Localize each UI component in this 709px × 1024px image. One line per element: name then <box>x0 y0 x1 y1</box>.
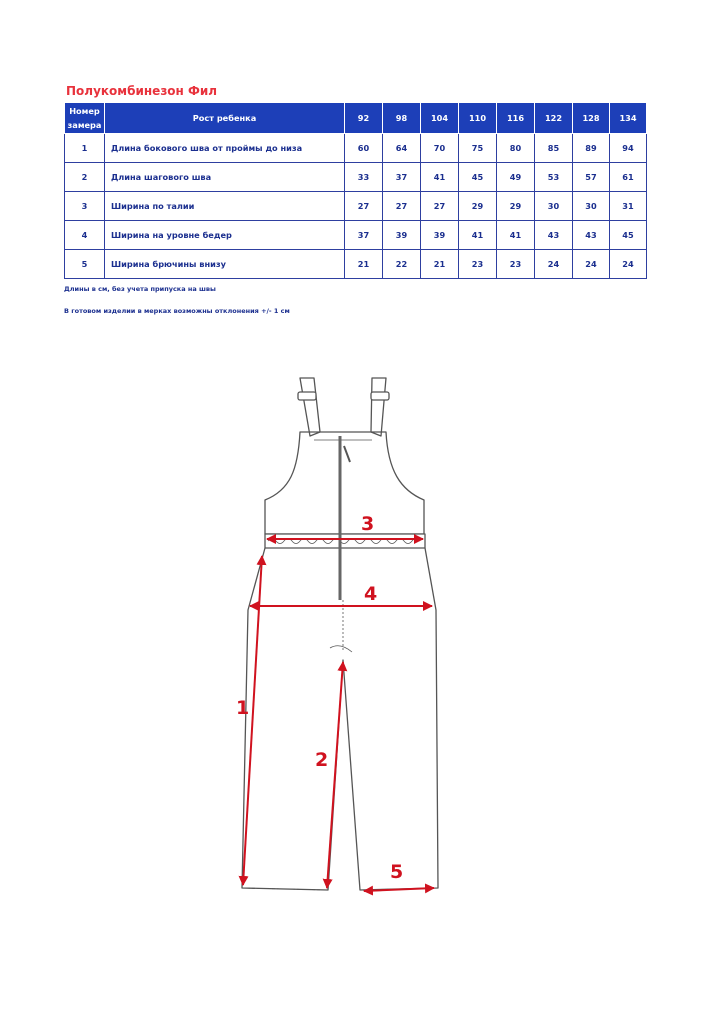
waistband <box>265 534 425 548</box>
table-cell: 30 <box>535 192 573 221</box>
measure-label-2: 2 <box>315 749 329 771</box>
table-cell: 21 <box>421 250 459 279</box>
units-note: Длины в см, без учета припуска на швы <box>64 285 216 293</box>
header-size: 134 <box>610 103 647 134</box>
table-cell: 21 <box>345 250 383 279</box>
measure-name: Длина шагового шва <box>105 163 345 192</box>
table-cell: 43 <box>535 221 573 250</box>
measure-number: 3 <box>65 192 105 221</box>
table-cell: 41 <box>421 163 459 192</box>
deviation-note: В готовом изделии в мерках возможны отклонения +/- 1 см <box>64 307 290 315</box>
measure-label-1: 1 <box>236 697 250 719</box>
table-cell: 31 <box>610 192 647 221</box>
measure-name: Ширина на уровне бедер <box>105 221 345 250</box>
right-strap <box>371 378 386 436</box>
table-cell: 64 <box>383 134 421 163</box>
header-size: 104 <box>421 103 459 134</box>
table-cell: 49 <box>497 163 535 192</box>
table-cell: 60 <box>345 134 383 163</box>
measure-number: 4 <box>65 221 105 250</box>
header-growth: Рост ребенка <box>105 103 345 134</box>
table-cell: 30 <box>573 192 610 221</box>
table-cell: 27 <box>383 192 421 221</box>
crotch-curve <box>330 646 352 652</box>
table-cell: 94 <box>610 134 647 163</box>
measure-name: Длина бокового шва от проймы до низа <box>105 134 345 163</box>
measure-number: 5 <box>65 250 105 279</box>
table-cell: 61 <box>610 163 647 192</box>
table-cell: 22 <box>383 250 421 279</box>
page-title: Полукомбинезон Фил <box>66 84 218 98</box>
measure-number: 2 <box>65 163 105 192</box>
table-cell: 45 <box>610 221 647 250</box>
table-cell: 70 <box>421 134 459 163</box>
right-buckle <box>371 392 389 400</box>
table-cell: 41 <box>497 221 535 250</box>
measure-line-2 <box>327 662 343 888</box>
table-cell: 27 <box>345 192 383 221</box>
header-size: 98 <box>383 103 421 134</box>
table-cell: 75 <box>459 134 497 163</box>
table-cell: 23 <box>459 250 497 279</box>
header-size: 128 <box>573 103 610 134</box>
header-number-line: Номер <box>69 106 100 116</box>
table-cell: 39 <box>383 221 421 250</box>
table-cell: 24 <box>573 250 610 279</box>
table-cell: 24 <box>535 250 573 279</box>
table-cell: 29 <box>459 192 497 221</box>
zipper-pull <box>344 446 350 462</box>
measure-label-4: 4 <box>364 583 378 605</box>
table-cell: 80 <box>497 134 535 163</box>
measure-label-5: 5 <box>390 861 404 883</box>
header-size: 122 <box>535 103 573 134</box>
table-cell: 45 <box>459 163 497 192</box>
table-cell: 23 <box>497 250 535 279</box>
table-cell: 24 <box>610 250 647 279</box>
table-cell: 37 <box>383 163 421 192</box>
left-buckle <box>298 392 316 400</box>
table-cell: 37 <box>345 221 383 250</box>
table-cell: 43 <box>573 221 610 250</box>
table-cell: 89 <box>573 134 610 163</box>
header-number-line: замера <box>67 120 102 130</box>
header-size: 92 <box>345 103 383 134</box>
table-cell: 85 <box>535 134 573 163</box>
table-cell: 33 <box>345 163 383 192</box>
table-cell: 29 <box>497 192 535 221</box>
garment-outline <box>242 378 438 890</box>
header-size: 116 <box>497 103 535 134</box>
table-cell: 39 <box>421 221 459 250</box>
table-cell: 27 <box>421 192 459 221</box>
header-size: 110 <box>459 103 497 134</box>
measure-name: Ширина брючины внизу <box>105 250 345 279</box>
measure-number: 1 <box>65 134 105 163</box>
table-cell: 41 <box>459 221 497 250</box>
left-strap <box>300 378 320 436</box>
measure-label-3: 3 <box>361 513 375 535</box>
measure-name: Ширина по талии <box>105 192 345 221</box>
table-cell: 57 <box>573 163 610 192</box>
table-cell: 53 <box>535 163 573 192</box>
